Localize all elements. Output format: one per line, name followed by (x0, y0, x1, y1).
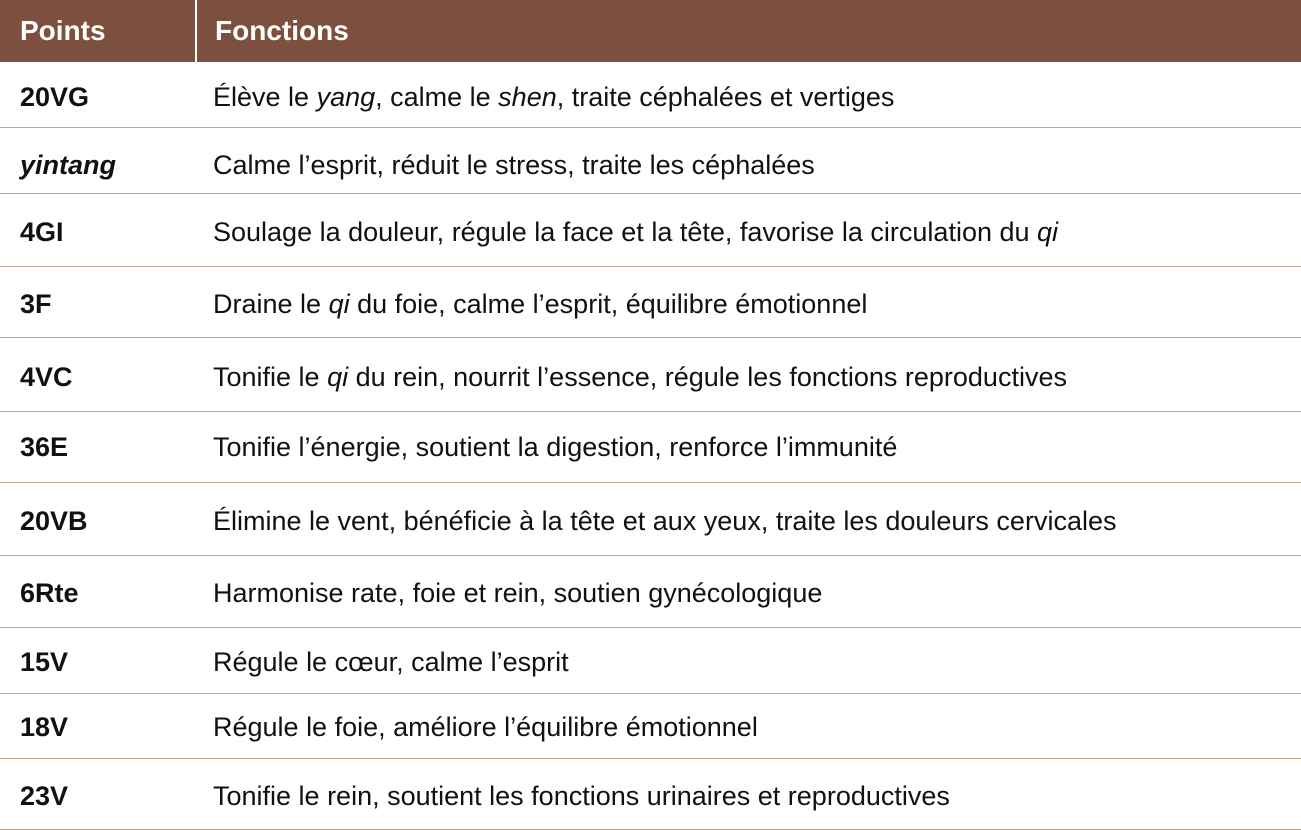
table-row (0, 267, 1301, 338)
function-text: Tonifie l’énergie, soutient la digestion, renforce l’immunité (213, 432, 898, 462)
point-function (213, 217, 1058, 248)
table-row (0, 556, 1301, 628)
point-code: 15V (20, 647, 69, 677)
point-function (213, 781, 950, 812)
point-function (213, 82, 894, 113)
point-code: 6Rte (20, 578, 79, 608)
table-row (0, 483, 1301, 556)
point-function (213, 150, 815, 181)
function-text: Élève le (213, 82, 317, 112)
function-term-italic: shen (498, 82, 557, 112)
function-text: , traite céphalées et vertiges (556, 82, 895, 112)
point-code: 23V (20, 781, 69, 811)
function-term-italic: yang (316, 82, 376, 112)
table-body (0, 62, 1301, 830)
table-row (0, 412, 1301, 483)
point-function (213, 362, 1067, 393)
point-function (213, 647, 569, 678)
point-code: yintang (20, 150, 117, 180)
function-text: Draine le (213, 289, 329, 319)
point-code: 20VG (20, 82, 90, 112)
header-points: Points (20, 15, 106, 46)
table-row (0, 194, 1301, 267)
header-fonctions: Fonctions (215, 15, 349, 46)
function-text: Harmonise rate, foie et rein, soutien gynécologique (213, 578, 823, 608)
function-text: Régule le cœur, calme l’esprit (213, 647, 569, 677)
function-text: Tonifie le rein, soutient les fonctions urinaires et reproductives (213, 781, 950, 811)
function-text: du foie, calme l’esprit, équilibre émotionnel (349, 289, 868, 319)
function-text: Régule le foie, améliore l’équilibre émotionnel (213, 712, 758, 742)
table-row (0, 759, 1301, 830)
function-text: Élimine le vent, bénéficie à la tête et aux yeux, traite les douleurs cervicales (213, 506, 1117, 536)
point-code: 3F (20, 289, 52, 319)
table-header (0, 0, 1301, 62)
table-row (0, 338, 1301, 412)
table-row (0, 694, 1301, 759)
point-code: 36E (20, 432, 69, 462)
function-text: Soulage la douleur, régule la face et la tête, favorise la circulation du (213, 217, 1038, 247)
header-separator (195, 0, 197, 62)
function-text: Tonifie le (213, 362, 328, 392)
point-code: 18V (20, 712, 69, 742)
point-code: 20VB (20, 506, 88, 536)
point-function (213, 432, 897, 463)
function-term-italic: qi (328, 289, 350, 319)
table-row (0, 628, 1301, 694)
function-term-italic: qi (1037, 217, 1059, 247)
function-text: Calme l’esprit, réduit le stress, traite les céphalées (213, 150, 815, 180)
function-text: , calme le (375, 82, 499, 112)
table-row (0, 62, 1301, 128)
point-code: 4GI (20, 217, 64, 247)
table-row (0, 128, 1301, 194)
point-function (213, 506, 1116, 537)
point-function (213, 289, 867, 320)
point-function (213, 712, 758, 743)
point-function (213, 578, 822, 609)
function-term-italic: qi (327, 362, 349, 392)
function-text: du rein, nourrit l’essence, régule les fonctions reproductives (348, 362, 1067, 392)
point-code: 4VC (20, 362, 73, 392)
